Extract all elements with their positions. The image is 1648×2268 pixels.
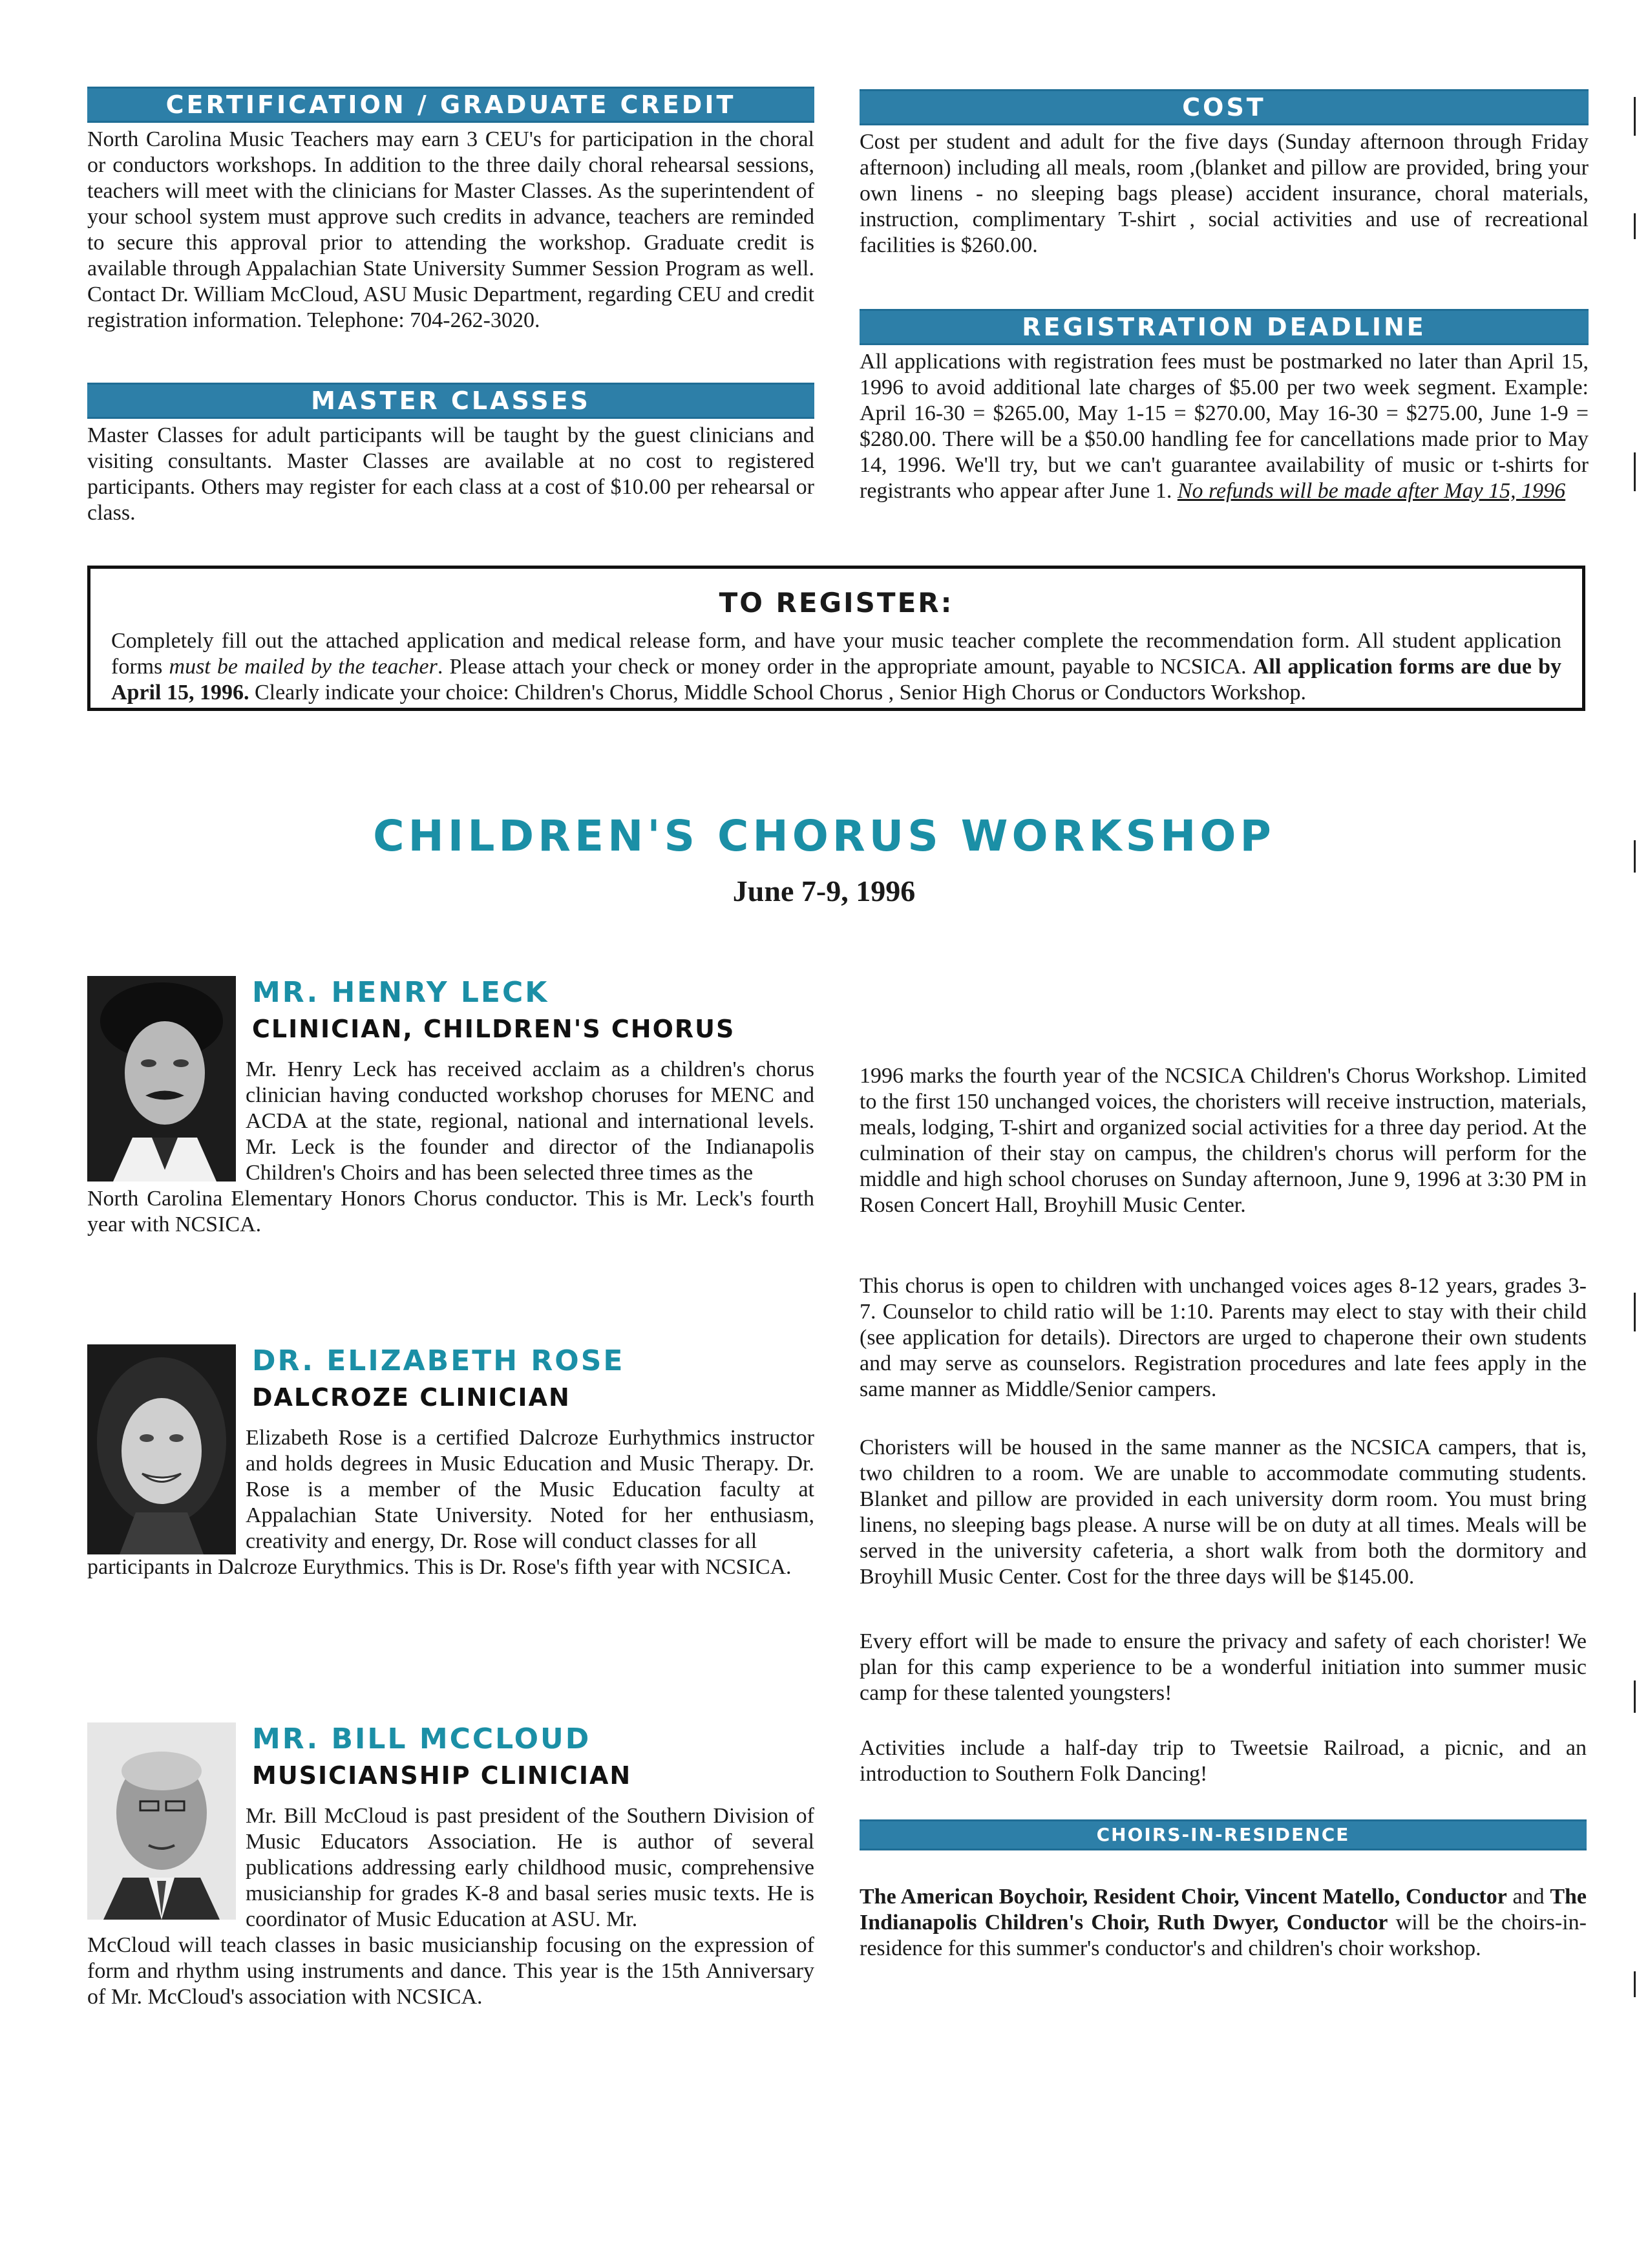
choirs-text: [860, 1884, 1587, 1962]
no-refunds-note: No refunds will be made after May 15, 1996: [1177, 479, 1566, 503]
clinician-bio-rose: [87, 1425, 814, 1580]
edge-mark: [1634, 1680, 1636, 1713]
clinician-role-leck: CLINICIAN, CHILDREN'S CHORUS: [252, 1015, 735, 1043]
to-register-text-3: Clearly indicate your choice: Children's Chorus, Middle School Chorus , Senior High Chorus or Conductors Workshop.: [254, 681, 1306, 705]
to-register-text: [111, 628, 1561, 706]
mccloud-portrait: [87, 1722, 236, 1920]
to-register-heading: TO REGISTER:: [719, 587, 954, 619]
choirs-rest: will be the choirs-in-residence for this summer's conductor's and children's choir workshop.: [860, 1911, 1587, 1960]
clinician-bio-mccloud: [87, 1803, 814, 2010]
bio-leck-top: Mr. Henry Leck has received acclaim as a children's chorus clinician having conducted workshop choruses for MENC and ACDA at the state, regional, national and international levels. Mr. Leck is the founder and director of the Indianapolis Children's Choirs and has been selected three times as the: [246, 1057, 814, 1185]
bio-leck-tail: North Carolina Elementary Honors Chorus conductor. This is Mr. Leck's fourth year with NCSICA.: [87, 1187, 814, 1236]
clinician-photo-mccloud: [87, 1722, 236, 1920]
clinician-photo-rose: [87, 1344, 236, 1554]
workshop-title: CHILDREN'S CHORUS WORKSHOP: [373, 811, 1275, 861]
workshop-paragraph-1: 1996 marks the fourth year of the NCSICA Children's Chorus Workshop. Limited to the first 150 unchanged voices, the choristers will receive instruction, materials, meals, lodging, T-shirt and organized social activities for a three day period. At the culmination of their stay on campus, the children's chorus will perform for the middle and high school choruses on Sunday afternoon, June 9, 1996 at 3:30 PM in Rosen Concert Hall, Broyhill Music Center.: [860, 1064, 1587, 1217]
registration-deadline-text: [860, 349, 1589, 504]
to-register-italic: must be mailed by the teacher: [169, 655, 438, 679]
choir-1: The American Boychoir, Resident Choir, Vincent Matello, Conductor: [860, 1885, 1507, 1909]
to-register-text-2: . Please attach your check or money order in the appropriate amount, payable to NCSICA.: [437, 655, 1247, 679]
edge-mark: [1634, 452, 1636, 491]
clinician-photo-leck: [87, 976, 236, 1182]
registration-deadline-body: All applications with registration fees must be postmarked no later than April 15, 1996 to avoid additional late charges of $5.00 per two week segment. Example: April 16-30 = $265.00, May 1-15 = $270.00, May 16-30 = $275.00, June 1-9 = $280.00. There will be a $50.00 handling fee for cancellations made prior to May 14, 1996. We'll try, but we can't guarantee availability of music or t-shirts for registrants who appear after June 1.: [860, 350, 1589, 503]
workshop-dates: June 7-9, 1996: [732, 874, 916, 907]
clinician-bio-leck: [87, 1057, 814, 1238]
clinician-name-leck: MR. HENRY LECK: [252, 976, 549, 1009]
clinician-name-mccloud: MR. BILL MCCLOUD: [252, 1722, 591, 1755]
edge-mark: [1634, 97, 1636, 136]
master-classes-heading: MASTER CLASSES: [87, 383, 814, 419]
to-register-bold: All application forms are due by April 15, 1996.: [111, 655, 1562, 705]
bio-mccloud-top: Mr. Bill McCloud is past president of the Southern Division of Music Educators Association. He is author of several publications addressing early childhood music, comprehensive musicianship for grades K-8 and basal series music texts. He is coordinator of Music Education at ASU. Mr.: [246, 1804, 814, 1931]
edge-mark: [1634, 1971, 1636, 1997]
workshop-paragraph-5: Activities include a half-day trip to Tweetsie Railroad, a picnic, and an introduction to Southern Folk Dancing!: [860, 1736, 1587, 1786]
rose-portrait: [87, 1344, 236, 1554]
clinician-role-mccloud: MUSICIANSHIP CLINICIAN: [252, 1761, 632, 1790]
registration-deadline-heading: REGISTRATION DEADLINE: [860, 309, 1589, 345]
leck-portrait: [87, 976, 236, 1182]
workshop-paragraph-3: Choristers will be housed in the same manner as the NCSICA campers, that is, two children to a room. We are unable to accommodate commuting students. Blanket and pillow are provided in each university dorm room. You must bring linens, no sleeping bags please. A nurse will be on duty at all times. Meals will be served in the university cafeteria, a short walk from both the dormitory and Broyhill Music Center. Cost for the three days will be $145.00.: [860, 1436, 1587, 1589]
bio-mccloud-tail: McCloud will teach classes in basic musicianship focusing on the expression of form and rhythm using instruments and dance. This year is the 15th Anniversary of Mr. McCloud's association with NCSICA.: [87, 1933, 814, 2009]
clinician-name-rose: DR. ELIZABETH ROSE: [252, 1344, 625, 1377]
master-classes-text: Master Classes for adult participants will be taught by the guest clinicians and visiting consultants. Master Classes are available at no cost to registered participants. Others may register for each class at a cost of $10.00 per rehearsal or class.: [87, 423, 814, 525]
to-register-text-1: Completely fill out the attached application and medical release form, and have your music teacher complete the recommendation form. All student application forms: [111, 629, 1561, 679]
choirs-and: and: [1512, 1885, 1545, 1909]
bio-rose-top: Elizabeth Rose is a certified Dalcroze Eurhythmics instructor and holds degrees in Music Education and Music Therapy. Dr. Rose is a member of the Music Education faculty at Appalachian State University. Noted for her enthusiasm, creativity and energy, Dr. Rose will conduct classes for all: [246, 1426, 814, 1553]
cost-heading: COST: [860, 89, 1589, 125]
choir-2: The Indianapolis Children's Choir, Ruth Dwyer, Conductor: [860, 1885, 1587, 1934]
bio-rose-tail: participants in Dalcroze Eurythmics. This is Dr. Rose's fifth year with NCSICA.: [87, 1555, 792, 1579]
workshop-paragraph-2: This chorus is open to children with unchanged voices ages 8-12 years, grades 3-7. Counselor to child ratio will be 1:10. Parents may elect to stay with their child (see application for details). Directors are urged to chaperone their own students and may serve as counselors. Registration procedures and late fees apply in the same manner as Middle/Senior campers.: [860, 1274, 1587, 1401]
certification-heading: CERTIFICATION / GRADUATE CREDIT: [87, 87, 814, 123]
clinician-role-rose: DALCROZE CLINICIAN: [252, 1383, 571, 1412]
edge-mark: [1634, 213, 1636, 239]
edge-mark: [1634, 840, 1636, 873]
edge-mark: [1634, 1293, 1636, 1331]
cost-text: Cost per student and adult for the five days (Sunday afternoon through Friday afternoon) including all meals, room ,(blanket and pillow are provided, bring your own linens - no sleeping bags please) accident insurance, choral materials, instruction, complimentary T-shirt , social activities and use of recreational facilities is $260.00.: [860, 130, 1589, 257]
workshop-paragraph-4: Every effort will be made to ensure the privacy and safety of each chorister! We plan for this camp experience to be a wonderful initiation into summer music camp for these talented youngsters!: [860, 1629, 1587, 1705]
certification-text: North Carolina Music Teachers may earn 3 CEU's for participation in the choral or conductors workshops. In addition to the three daily choral rehearsal sessions, teachers will meet with the clinicians for Master Classes. As the superintendent of your school system must approve such credits in advance, teachers are reminded to secure this approval prior to attending the workshop. Graduate credit is available through Appalachian State University Summer Session Program as well. Contact Dr. William McCloud, ASU Music Department, regarding CEU and credit registration information. Telephone: 704-262-3020.: [87, 127, 814, 332]
choirs-heading: CHOIRS-IN-RESIDENCE: [860, 1819, 1587, 1850]
to-register-box: [87, 566, 1585, 711]
